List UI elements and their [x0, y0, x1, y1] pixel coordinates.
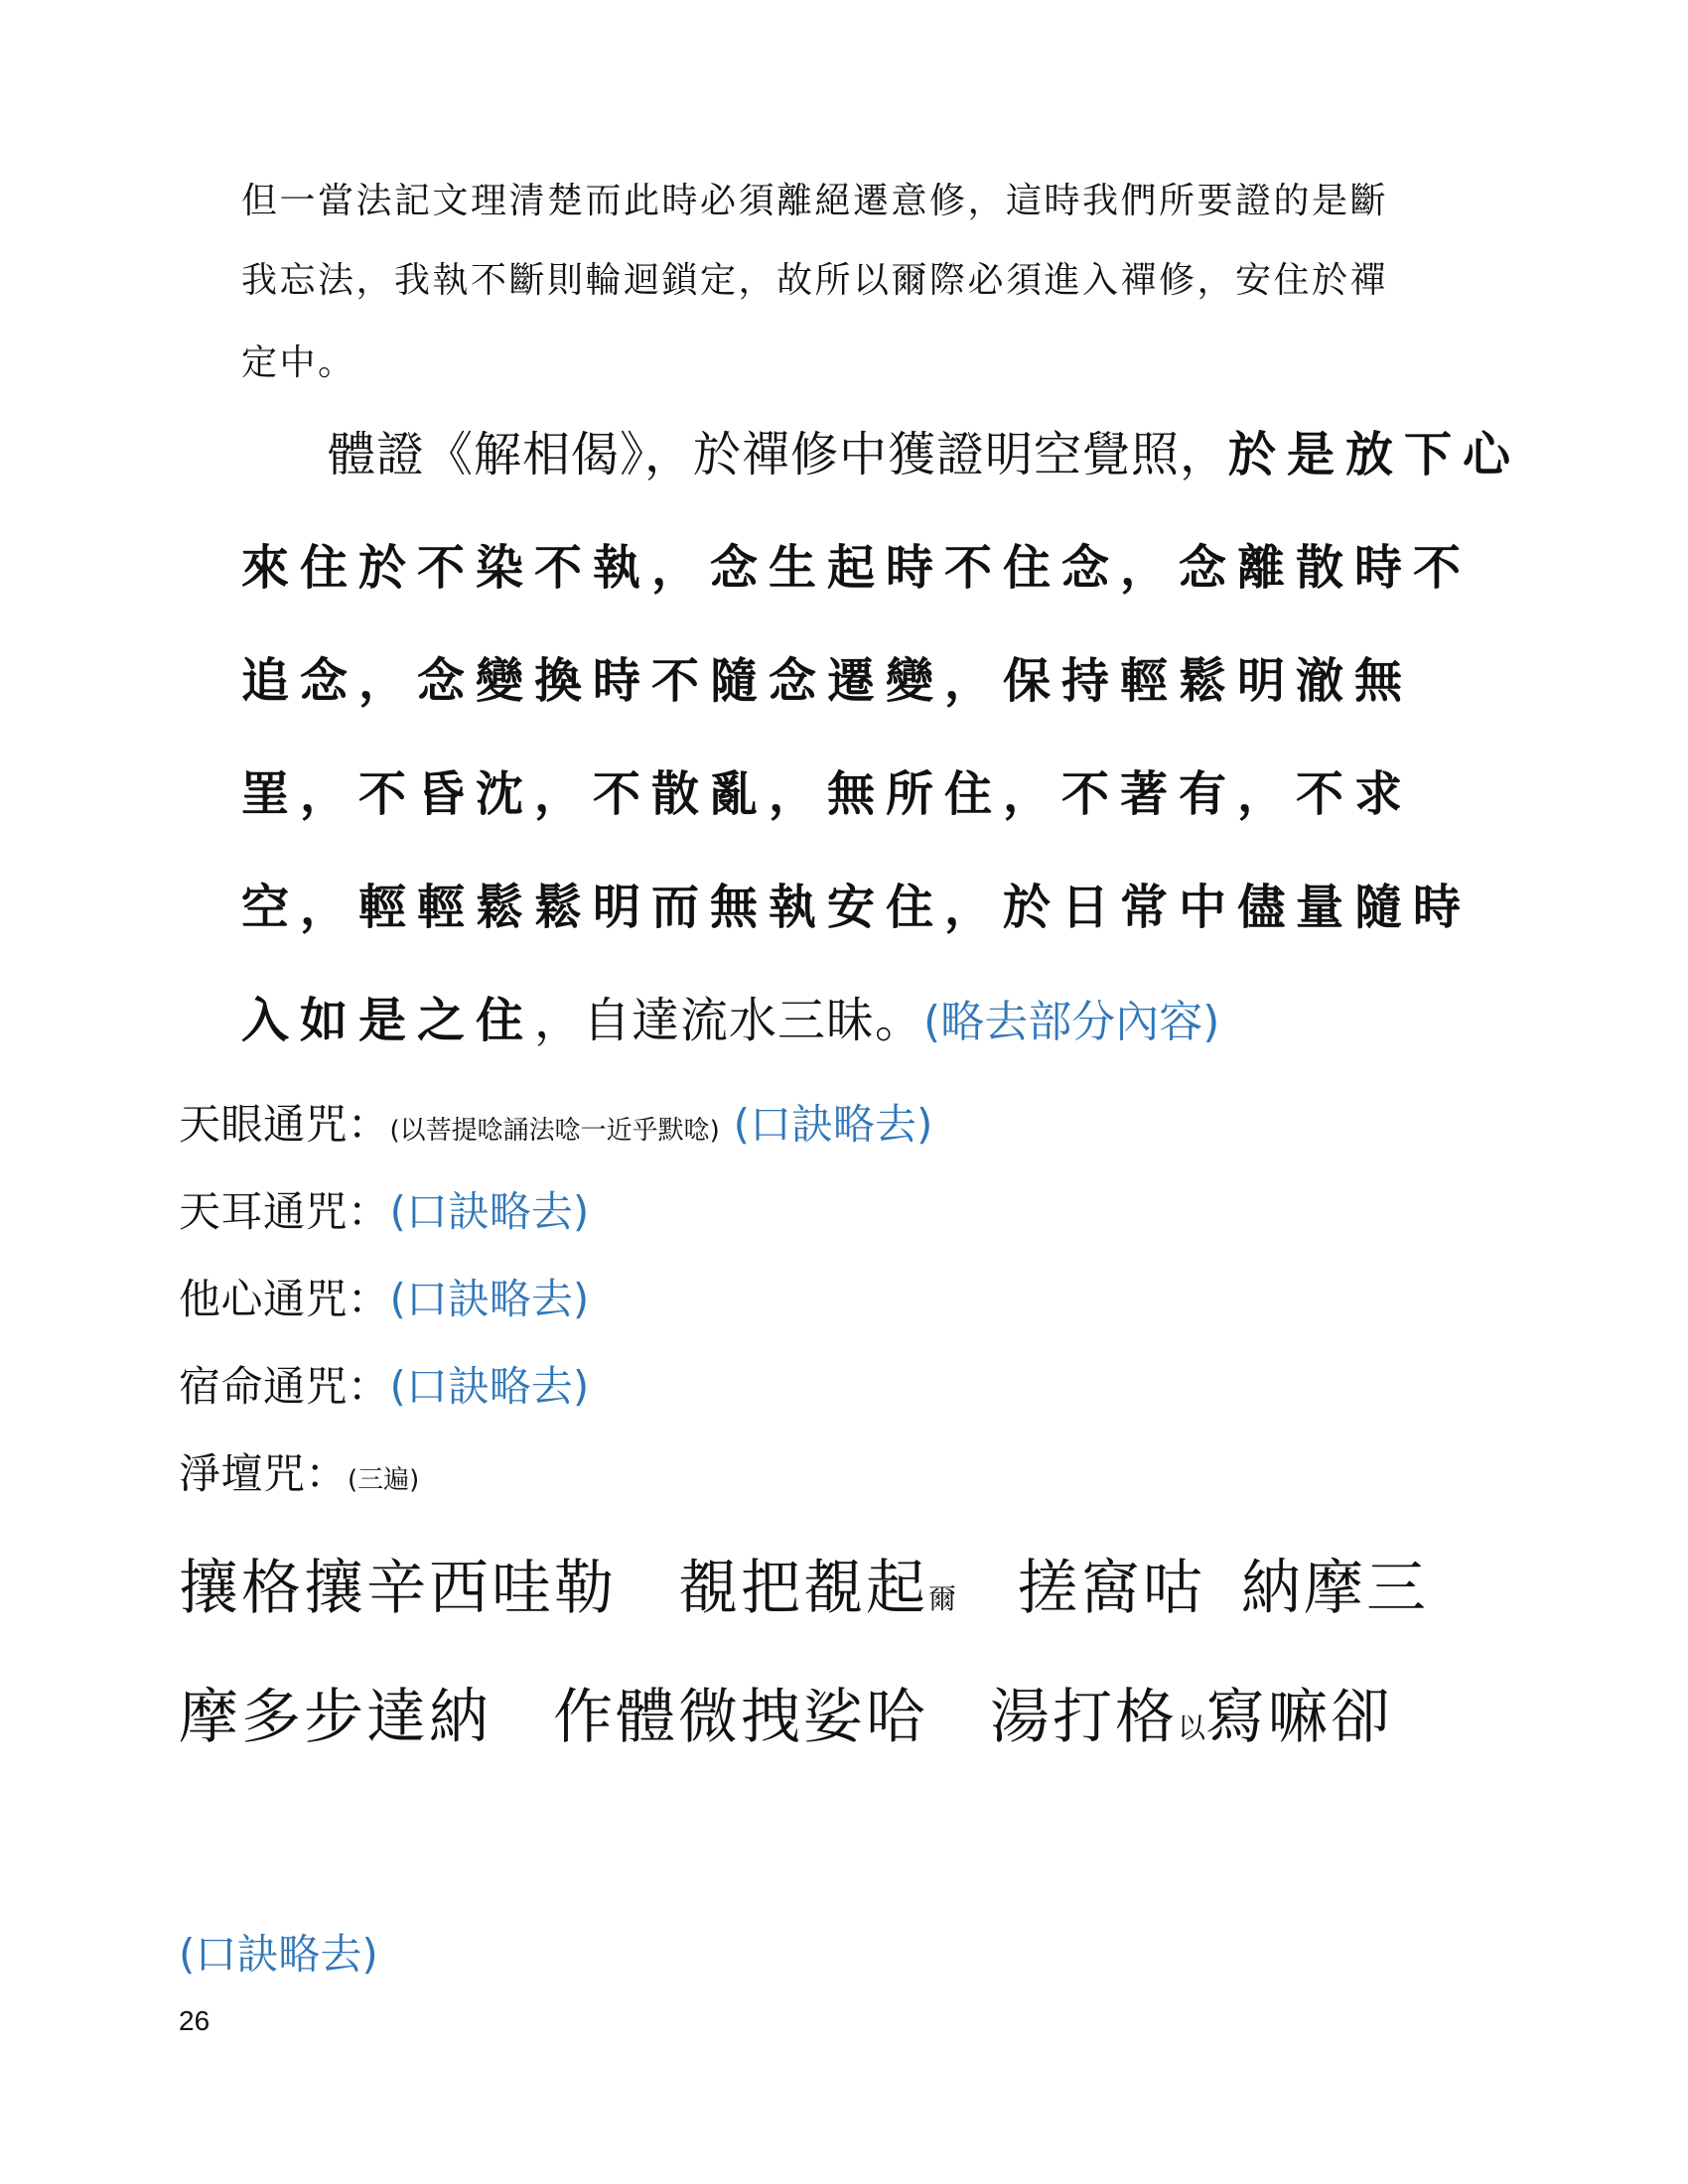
- mantra-label: 宿命通咒：: [179, 1362, 390, 1411]
- paragraph-2-line-5: 空，輕輕鬆鬆明而無執安住，於日常中儘量隨時: [241, 880, 1473, 935]
- chant-segment: 摩多步達納: [179, 1683, 492, 1752]
- mantra-label: 淨壇咒：: [179, 1449, 349, 1498]
- paragraph-2-bold-text: 於是放下心: [1228, 427, 1522, 482]
- paragraph-2-plain-end: ，自達流水三昧。: [534, 993, 924, 1048]
- paragraph-2-bold-end: 入如是之住: [241, 993, 535, 1048]
- mantra-omit: (口訣略去): [733, 1100, 933, 1149]
- paragraph-2-line-6: [241, 993, 1220, 1048]
- mantra-omit: (口訣略去): [389, 1275, 590, 1323]
- chant-segment: 攘格攘辛西哇勒: [179, 1554, 617, 1623]
- chant-line-1: [179, 1554, 1430, 1623]
- chant-segment: 湯打格: [990, 1683, 1178, 1752]
- mantra-label: 天耳通咒：: [179, 1187, 390, 1236]
- final-omit-note: (口訣略去): [179, 1930, 378, 1979]
- page-number: 26: [179, 2005, 211, 2036]
- mantra-omit: (口訣略去): [389, 1362, 590, 1411]
- mantra-label: 天眼通咒：: [179, 1100, 390, 1149]
- chant-segment: 搓窩咕: [1018, 1554, 1206, 1623]
- mantra-past-lives: [179, 1362, 590, 1411]
- mantra-note: (三遍): [348, 1465, 420, 1495]
- omitted-content-note: (略去部分內容): [923, 997, 1220, 1047]
- paragraph-2-line-3: 追念，念變換時不隨念遷變，保持輕鬆明澈無: [241, 653, 1414, 709]
- mantra-mind-reading: [179, 1275, 590, 1323]
- paragraph-2-plain-text: 體證《解相偈》，於禪修中獲證明空覺照，: [328, 427, 1229, 482]
- chant-segment: 覩把覩起: [678, 1554, 928, 1623]
- mantra-label: 他心通咒：: [179, 1275, 390, 1323]
- chant-small-char: 以: [1178, 1711, 1206, 1744]
- chant-line-2: [179, 1683, 1394, 1752]
- mantra-heavenly-ear: [179, 1187, 590, 1236]
- mantra-omit: (口訣略去): [389, 1187, 590, 1236]
- paragraph-2-line-4: 罣，不昏沈，不散亂，無所住，不著有，不求: [241, 766, 1414, 822]
- paragraph-2-line-1: [328, 427, 1522, 482]
- paragraph-1-line-2: 我忘法，我執不斷則輪迴鎖定，故所以爾際必須進入禪修，安住於禪: [241, 260, 1389, 301]
- paragraph-1-line-3: 定中。: [241, 342, 356, 383]
- chant-small-char: 爾: [928, 1582, 957, 1615]
- chant-segment: 寫嘛卻: [1205, 1683, 1394, 1752]
- paragraph-1-line-1: 但一當法記文理清楚而此時必須離絕遷意修，這時我們所要證的是斷: [241, 181, 1389, 221]
- chant-segment: 納摩三: [1241, 1554, 1430, 1623]
- mantra-altar-purification: [179, 1449, 420, 1498]
- mantra-heavenly-eye: [179, 1100, 933, 1149]
- paragraph-2-line-2: 來住於不染不執，念生起時不住念，念離散時不: [241, 540, 1473, 596]
- mantra-note: (以菩提唸誦法唸一近乎默唸): [389, 1116, 720, 1146]
- chant-segment: 作體微拽娑哈: [553, 1683, 928, 1752]
